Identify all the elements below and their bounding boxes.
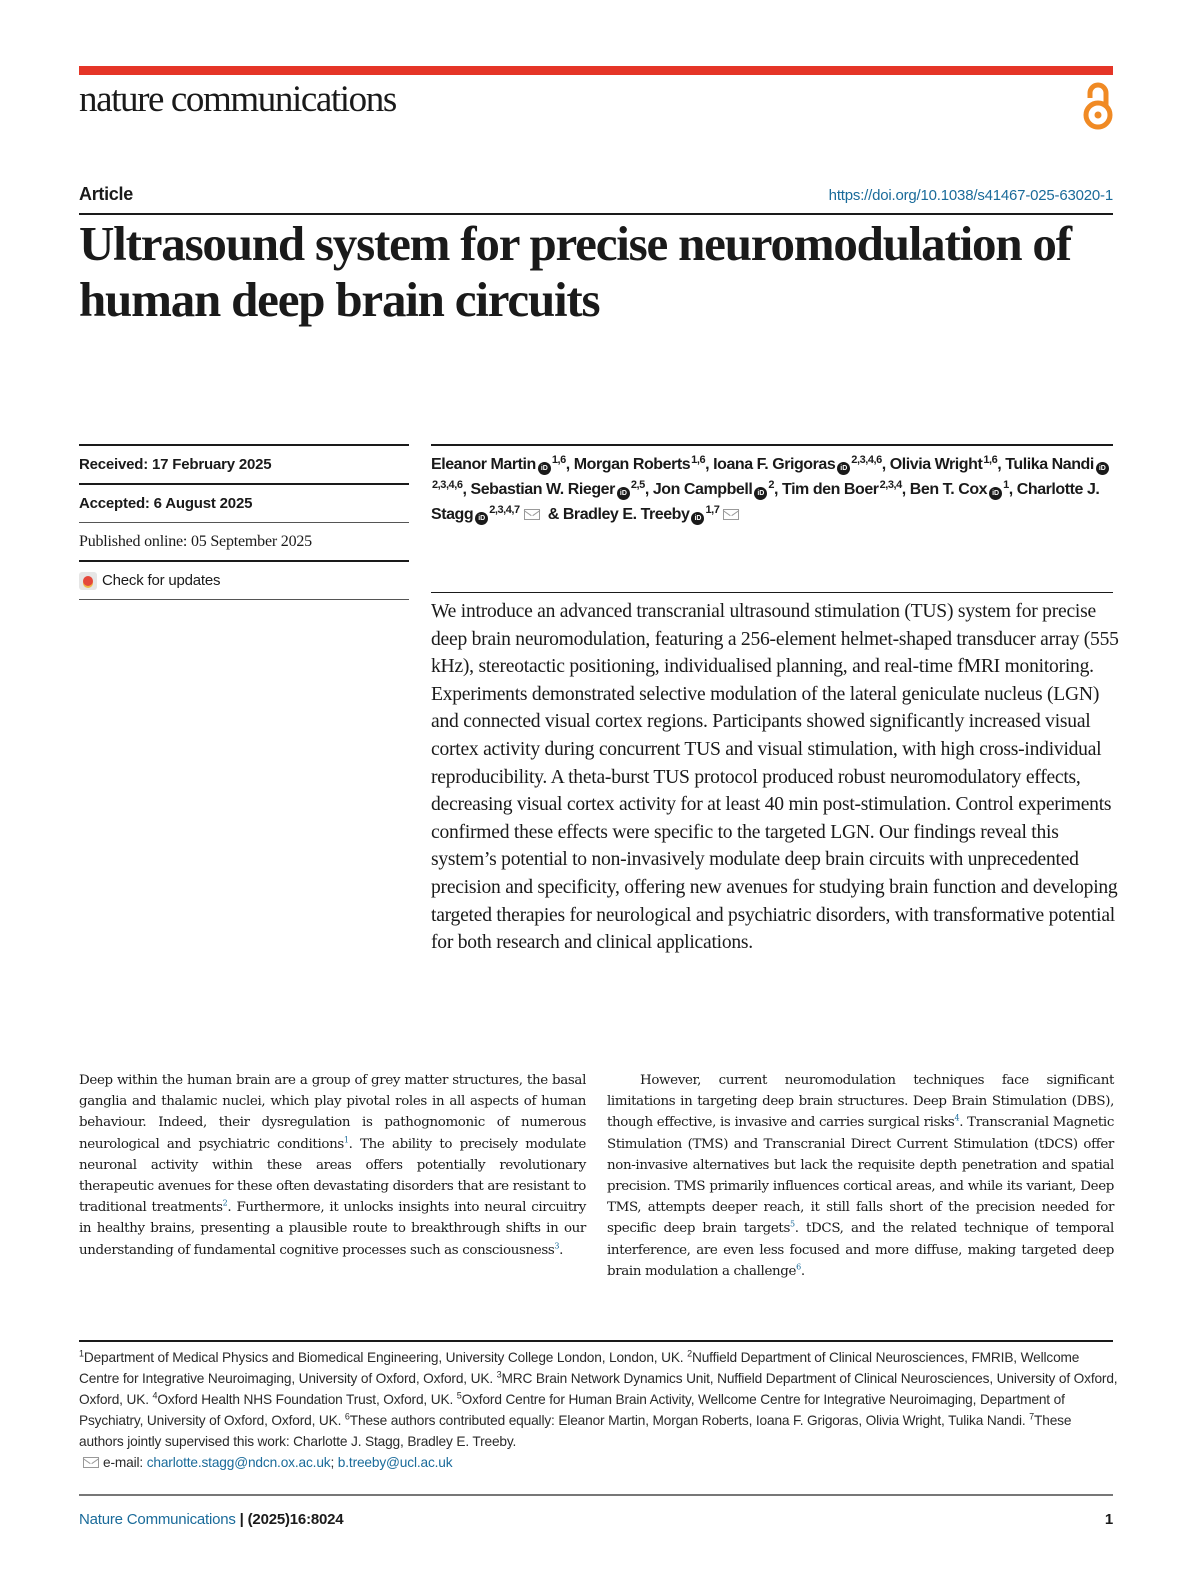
author-affiliation-refs: 2,3,4,6 (851, 454, 882, 466)
affiliation-number: 4 (152, 1390, 158, 1401)
divider (79, 1494, 1113, 1496)
author-name[interactable]: Morgan Roberts (573, 456, 691, 473)
author[interactable] (890, 456, 998, 473)
accepted-date: Accepted: 6 August 2025 (79, 483, 409, 522)
author-affiliation-refs: 2,3,4 (879, 479, 902, 491)
author-affiliation-refs: 1,7 (705, 504, 720, 516)
orcid-icon[interactable]: iD (837, 462, 850, 475)
author-affiliation-refs: 2 (768, 479, 775, 491)
orcid-icon[interactable]: iD (989, 487, 1002, 500)
doi-link[interactable]: https://doi.org/10.1038/s41467-025-63020-1 (828, 187, 1113, 204)
email-line: e-mail: charlotte.stagg@ndcn.ox.ac.uk; b.treeby@ucl.ac.uk (79, 1452, 1119, 1473)
orcid-icon[interactable]: iD (691, 512, 704, 525)
orcid-icon[interactable]: iD (538, 462, 551, 475)
reference-link[interactable]: 1 (343, 1135, 349, 1145)
author-affiliation-refs: 2,5 (630, 479, 645, 491)
mail-icon[interactable] (524, 509, 540, 520)
author-name[interactable]: Charlotte J. Stagg (431, 481, 1100, 523)
affiliation-number: 2 (687, 1348, 692, 1359)
check-updates-label: Check for updates (102, 572, 221, 589)
author-affiliation-refs: 1,6 (551, 454, 566, 466)
article-title: Ultrasound system for precise neuromodulation of human deep brain circuits (79, 216, 1071, 327)
affiliation-number: 5 (456, 1390, 462, 1401)
author[interactable] (653, 481, 774, 498)
mail-icon[interactable] (723, 509, 739, 520)
author[interactable] (471, 481, 645, 498)
article-type-label: Article (79, 184, 133, 204)
orcid-icon[interactable]: iD (754, 487, 767, 500)
orcid-icon[interactable]: iD (1096, 462, 1109, 475)
author[interactable] (431, 456, 566, 473)
journal-accent-bar (79, 66, 1113, 75)
reference-link[interactable]: 5 (789, 1219, 795, 1229)
author-name[interactable]: Tulika Nandi (1005, 456, 1094, 473)
reference-link[interactable]: 3 (554, 1241, 560, 1251)
author-affiliation-refs: 1,6 (983, 454, 998, 466)
author[interactable] (574, 456, 705, 473)
author[interactable] (782, 481, 902, 498)
author-affiliation-refs: 2,3,4,6 (432, 479, 463, 491)
affiliations: $^1$Department of Medical Physics and Biomedical Engineering, University College London, London, UK. $^2$Nuffield Department of Clinical Neurosciences, FMRIB, Wellcome Centre for Integrative Neuroimaging, University of Oxford, Oxford, UK. $^3$MRC Brain Network Dynamics Unit, Nuffield Department of Clinical Neurosciences, University of Oxford, Oxford, UK. $^4$Oxford Health NHS Foundation Trust, Oxford, UK. $^5$Oxford Centre for Human Brain Activity, Wellcome Centre for Integrative Neuroimaging, Department of Psychiatry, University of Oxford, Oxford, UK. $^6$These authors contributed equally: Eleanor Martin, Morgan Roberts, Ioana F. Grigoras, Olivia Wright, Tulika Nandi. $^7$These authors jointly supervised this work: Charlotte J. Stagg, Bradley E. Treeby. e-mail: charlotte.stagg@ndcn.ox.ac.uk; b.treeby@ucl.ac.uk (79, 1347, 1119, 1473)
mail-icon (83, 1457, 99, 1468)
reference-link[interactable]: 2 (222, 1198, 228, 1208)
divider (431, 444, 1113, 446)
reference-link[interactable]: 4 (954, 1113, 960, 1123)
author[interactable] (713, 456, 882, 473)
orcid-icon[interactable]: iD (617, 487, 630, 500)
footer-citation: | (2025)16:8024 (235, 1511, 344, 1528)
body-column-right: However, current neuromodulation techniques face significant limitations in targeting deep brain structures. Deep Brain Stimulation (DBS), though effective, is invasive and carries surgical risks$^4$. Transcranial Magnetic Stimulation (TMS) and Transcranial Direct Current Stimulation (tDCS) offer non-invasive alternatives but lack the requisite depth penetration and spatial precision. TMS primarily influences cortical areas, and while its variant, Deep TMS, attempts deeper reach, it still falls short of the precision needed for specific deep brain targets$^5$. tDCS, and the related technique of temporal interference, are even less focused and more diffuse, making targeted deep brain modulation a challenge$^6$. (607, 1073, 1114, 1279)
open-access-icon (1081, 80, 1115, 132)
email-link[interactable]: b.treeby@ucl.ac.uk (337, 1455, 453, 1470)
abstract: We introduce an advanced transcranial ultrasound stimulation (TUS) system for precise deep brain neuromodulation, featuring a 256-element helmet-shaped transducer array (555 kHz), stereotactic positioning, individualised planning, and real-time fMRI monitoring. Experiments demonstrated selective modulation of the lateral geniculate nucleus (LGN) and connected visual cortex regions. Participants showed significantly increased visual cortex activity during concurrent TUS and visual stimulation, with high cross-individual reproducibility. A theta-burst TUS protocol produced robust neuromodulatory effects, decreasing visual cortex activity for at least 40 min post-stimulation. Control experiments confirmed these effects were specific to the targeted LGN. Our findings reveal this system’s potential to non-invasively modulate deep brain circuits with unprecedented precision and specificity, offering new avenues for studying brain function and developing targeted therapies for neurological and psychiatric disorders, with transformative potential for both research and clinical applications. (431, 601, 1119, 954)
page-footer (79, 1511, 1113, 1528)
page-number: 1 (1104, 1511, 1113, 1528)
orcid-icon[interactable]: iD (475, 512, 488, 525)
reference-link[interactable]: 6 (796, 1262, 801, 1272)
author[interactable] (910, 481, 1009, 498)
check-updates-icon (79, 572, 97, 590)
author-list: Eleanor Martin iD$^{1,6}$, Morgan Roberts$^{1,6}$, Ioana F. Grigoras iD$^{2,3,4,6}$, Olivia Wright$^{1,6}$, Tulika Nandi iD$^{2,3,4,6}$, Sebastian W. Rieger iD$^{2,5}$, Jon Campbell $iD^2$, Tim den Boer$^{2,3,4}$, Ben T. Cox $iD^1$, Charlotte J. Stagg iD$^{2,3,4,7}$ & Bradley E. Treeby iD$^{1,7}$ (431, 452, 1121, 527)
affiliation-number: 7 (1029, 1411, 1035, 1422)
author-name[interactable]: Jon Campbell (652, 481, 753, 498)
author-name[interactable]: Eleanor Martin (431, 456, 536, 473)
author-name[interactable]: Olivia Wright (889, 456, 983, 473)
author-name[interactable]: Ioana F. Grigoras (713, 456, 836, 473)
affiliation-number: 3 (496, 1369, 502, 1380)
footer-journal-link[interactable]: Nature Communications (79, 1511, 236, 1528)
author-name[interactable]: Ben T. Cox (909, 481, 988, 498)
author-name[interactable]: Bradley E. Treeby (562, 506, 690, 523)
publication-dates (79, 444, 409, 600)
author-affiliation-refs: 1 (1003, 479, 1009, 491)
published-date: Published online: 05 September 2025 (79, 522, 409, 560)
author-name[interactable]: Sebastian W. Rieger (470, 481, 615, 498)
received-date: Received: 17 February 2025 (79, 444, 409, 483)
affiliation-number: 1 (79, 1348, 84, 1359)
body-column-left: Deep within the human brain are a group of grey matter structures, the basal ganglia and thalamic nuclei, which play pivotal roles in all aspects of human behaviour. Indeed, their dysregulation is pathognomonic of numerous neurological and psychiatric conditions$^1$. The ability to precisely modulate neuronal activity within these areas offers potentially revolutionary therapeutic avenues for these often devastating disorders that are resistant to traditional treatments$^2$. Furthermore, it unlocks insights into neural circuitry in healthy brains, presenting a plausible route to breakthrough shifts in our understanding of fundamental cognitive processes such as consciousness$^3$. (79, 1073, 586, 1258)
author-affiliation-refs: 1,6 (691, 454, 706, 466)
divider (431, 592, 1113, 593)
journal-name[interactable]: nature communications (79, 79, 396, 120)
check-for-updates-button[interactable] (79, 560, 409, 600)
affiliation-number: 6 (344, 1411, 350, 1422)
divider (79, 213, 1113, 215)
author-affiliation-refs: 2,3,4,7 (489, 504, 520, 516)
email-link[interactable]: charlotte.stagg@ndcn.ox.ac.uk (146, 1455, 331, 1470)
author[interactable] (563, 506, 744, 523)
author-name[interactable]: Tim den Boer (782, 481, 879, 498)
divider (79, 1340, 1113, 1342)
